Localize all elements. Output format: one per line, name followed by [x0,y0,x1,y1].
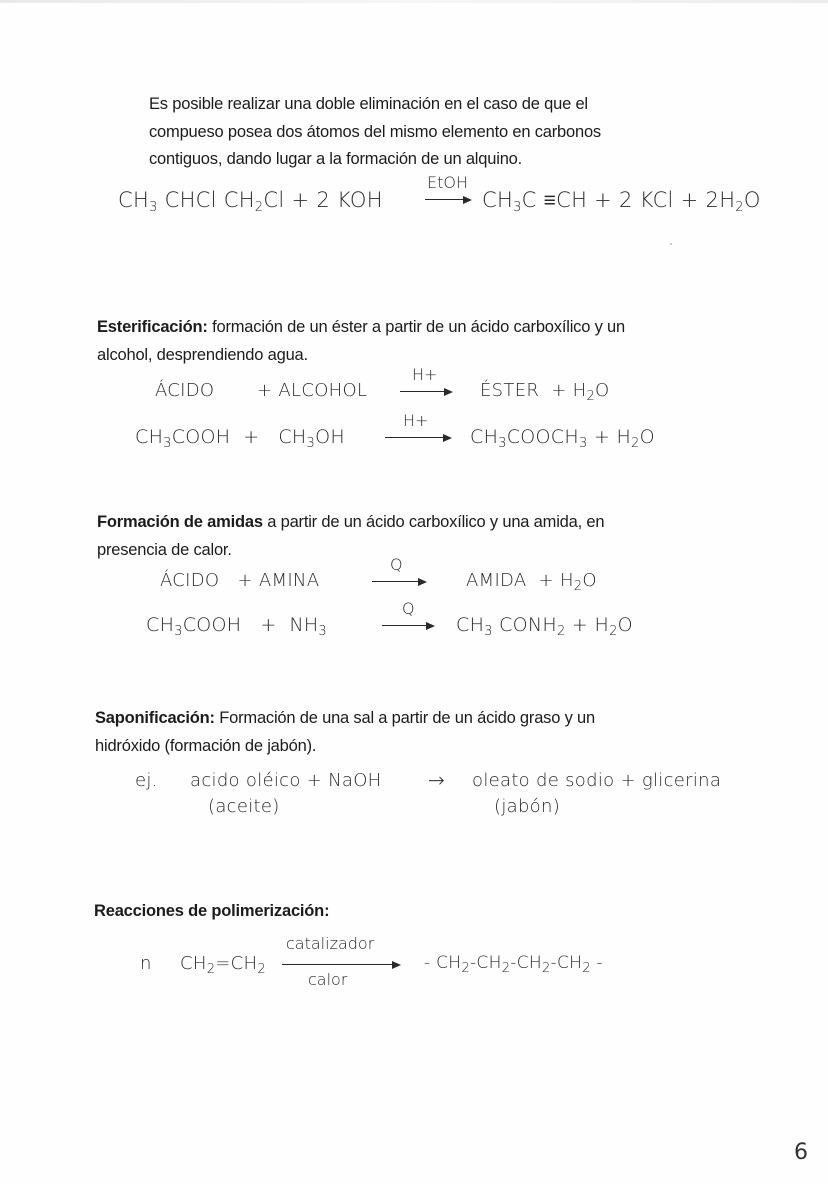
polymerization-title: Reacciones de polimerización: [94,902,330,920]
saponification-example-prefix: ej. [135,770,158,791]
esterification-general-reactant-1: ÁCIDO [155,380,215,401]
amides-example-condition: Q [402,599,415,618]
elimination-line-3: contiguos, dando lugar a la formación de un alquino. [149,150,523,168]
esterification-line-2: alcohol, desprendiendo agua. [97,345,308,364]
saponification-example-products: oleato de sodio + glicerina [472,770,722,791]
saponification-line-2: hidróxido (formación de jabón). [95,736,317,755]
saponification-title: Saponificación: [95,709,215,727]
elimination-paragraph [149,91,601,174]
arrow-head-icon [463,196,472,204]
elimination-condition: EtOH [427,173,469,192]
elimination-products: $CH_3C \equiv CH + 2$ KCl + $2H_2O$ [482,188,761,215]
elimination-reactants: $CH_3$ CHCl $CH_2Cl + 2$ KOH [118,188,383,215]
polymerization-paragraph [94,898,329,926]
saponification-paragraph [95,705,595,760]
esterification-example-condition: H+ [403,411,429,430]
polymerization-coefficient: n [140,953,152,974]
elimination-line-1: Es posible realizar una doble eliminación en el caso de que el [149,95,588,113]
esterification-paragraph [97,314,625,369]
arrow-head-icon [426,622,435,630]
esterification-general-products: ÉSTER + $H_2O$ [480,380,610,404]
saponification-product-note: (jabón) [494,796,561,817]
polymerization-condition-top: catalizador [286,934,375,953]
amides-example-products: $CH_3$ $CONH_2 + H_2O$ [456,614,633,639]
elimination-line-2: compueso posea dos átomos del mismo elemento en carbonos [149,122,601,141]
saponification-reactant-note: (aceite) [208,796,280,817]
scan-edge [0,0,828,3]
amides-line-1: a partir de un ácido carboxílico y una amida, en [262,513,605,531]
scan-speck [670,243,672,245]
amides-general-reactants: ÁCIDO + AMINA [160,570,320,591]
arrow-head-icon [392,961,401,969]
esterification-example-products: $CH_3COOCH_3 + H_2O$ [470,426,655,451]
esterification-general-condition: H+ [412,365,438,384]
esterification-title: Esterificación: [97,318,208,336]
amides-title: Formación de amidas [97,513,263,531]
arrow-head-icon [444,388,453,396]
page-number: 6 [794,1140,808,1165]
polymerization-product: - $CH_2-CH_2-CH_2-CH_2$ - [424,953,603,976]
polymerization-reactant: $CH_2=CH_2$ [180,953,266,977]
esterification-line-1: formación de un éster a partir de un ácido carboxílico y un [207,318,625,336]
polymerization-condition-bottom: calor [308,970,348,989]
esterification-example-reactants: $CH_3COOH + CH_3OH$ [135,426,345,451]
amides-example-reactants: $CH_3COOH + NH_3$ [146,614,327,639]
esterification-general-reactant-2: + ALCOHOL [257,380,368,401]
amides-paragraph [97,509,604,564]
saponification-example-arrow: → [428,768,446,792]
amides-line-2: presencia de calor. [97,540,232,559]
amides-general-products: AMIDA + $H_2O$ [466,570,597,594]
arrow-head-icon [418,578,427,586]
saponification-example-reactants: acido oléico + NaOH [190,770,382,791]
saponification-line-1: Formación de una sal a partir de un ácido graso y un [214,709,595,727]
amides-general-condition: Q [390,555,403,574]
arrow-head-icon [443,434,452,442]
